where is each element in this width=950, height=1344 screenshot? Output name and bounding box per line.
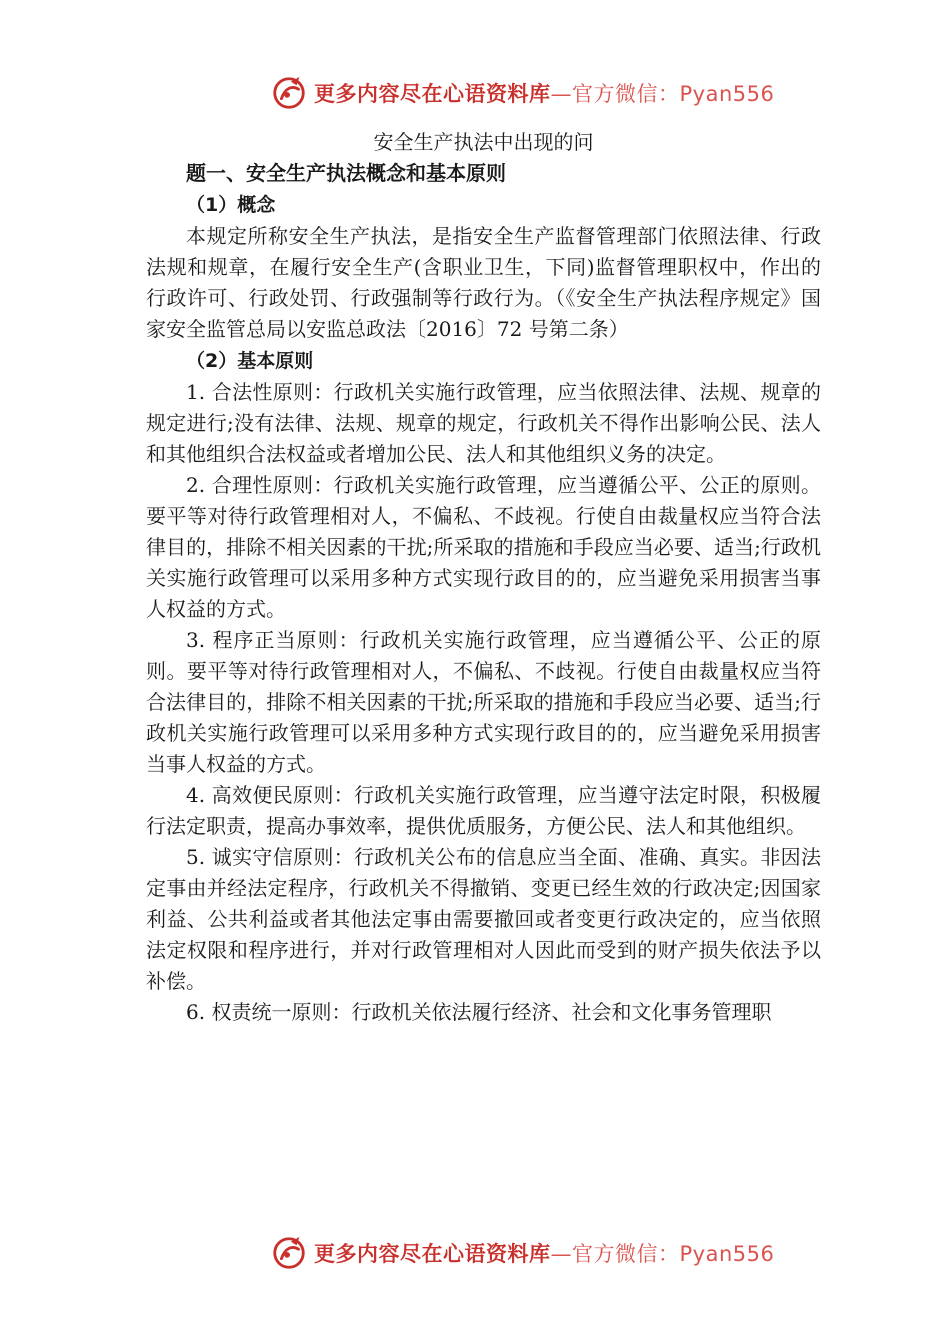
doc-title-line2: 题一、安全生产执法概念和基本原则 (186, 161, 506, 185)
document-body (146, 127, 821, 1028)
section-heading-principles: （2）基本原则 (186, 350, 314, 372)
brand-logo-icon (270, 1234, 308, 1272)
watermark-text-main: 更多内容尽在心语资料库 (314, 1242, 551, 1266)
section-body-concept: 本规定所称安全生产执法，是指安全生产监督管理部门依照法律、行政法规和规章，在履行安全生产(含职业卫生，下同)监督管理职权中，作出的行政许可、行政处罚、行政强制等行政行为。（《安全生产执法程序规定》国家安全监管总局以安监总政法〔2016〕72 号第二条） (146, 224, 821, 341)
watermark-text-main: 更多内容尽在心语资料库 (314, 82, 551, 106)
watermark-banner-bottom (270, 1233, 774, 1273)
principle-item: 1. 合法性原则：行政机关实施行政管理，应当依照法律、法规、规章的规定进行;没有法律、法规、规章的规定，行政机关不得作出影响公民、法人和其他组织合法权益或者增加公民、法人和其他组织义务的决定。 (146, 380, 821, 466)
watermark-text-contact: —官方微信：Pyan556 (550, 1242, 775, 1266)
principle-item: 2. 合理性原则：行政机关实施行政管理，应当遵循公平、公正的原则。要平等对待行政管理相对人，不偏私、不歧视。行使自由裁量权应当符合法律目的，排除不相关因素的干扰;所采取的措施和手段应当必要、适当;行政机关实施行政管理可以采用多种方式实现行政目的的，应当避免采用损害当事人权益的方式。 (146, 473, 821, 621)
watermark-banner-top (270, 73, 774, 113)
brand-logo-icon (270, 74, 308, 112)
doc-title-line1: 安全生产执法中出现的问 (373, 130, 594, 154)
principle-item: 5. 诚实守信原则：行政机关公布的信息应当全面、准确、真实。非因法定事由并经法定程序，行政机关不得撤销、变更已经生效的行政决定;因国家利益、公共利益或者其他法定事由需要撤回或者变更行政决定的，应当依照法定权限和程序进行，并对行政管理相对人因此而受到的财产损失依法予以补偿。 (146, 845, 821, 993)
principle-item: 3. 程序正当原则：行政机关实施行政管理，应当遵循公平、公正的原则。要平等对待行政管理相对人，不偏私、不歧视。行使自由裁量权应当符合法律目的，排除不相关因素的干扰;所采取的措施和手段应当必要、适当;行政机关实施行政管理可以采用多种方式实现行政目的的，应当避免采用损害当事人权益的方式。 (146, 628, 821, 776)
principle-item: 4. 高效便民原则：行政机关实施行政管理，应当遵守法定时限，积极履行法定职责，提高办事效率，提供优质服务，方便公民、法人和其他组织。 (146, 783, 821, 838)
watermark-text-contact: —官方微信：Pyan556 (550, 82, 775, 106)
principle-item: 6. 权责统一原则：行政机关依法履行经济、社会和文化事务管理职 (186, 1000, 772, 1024)
section-heading-concept: （1）概念 (186, 194, 276, 216)
